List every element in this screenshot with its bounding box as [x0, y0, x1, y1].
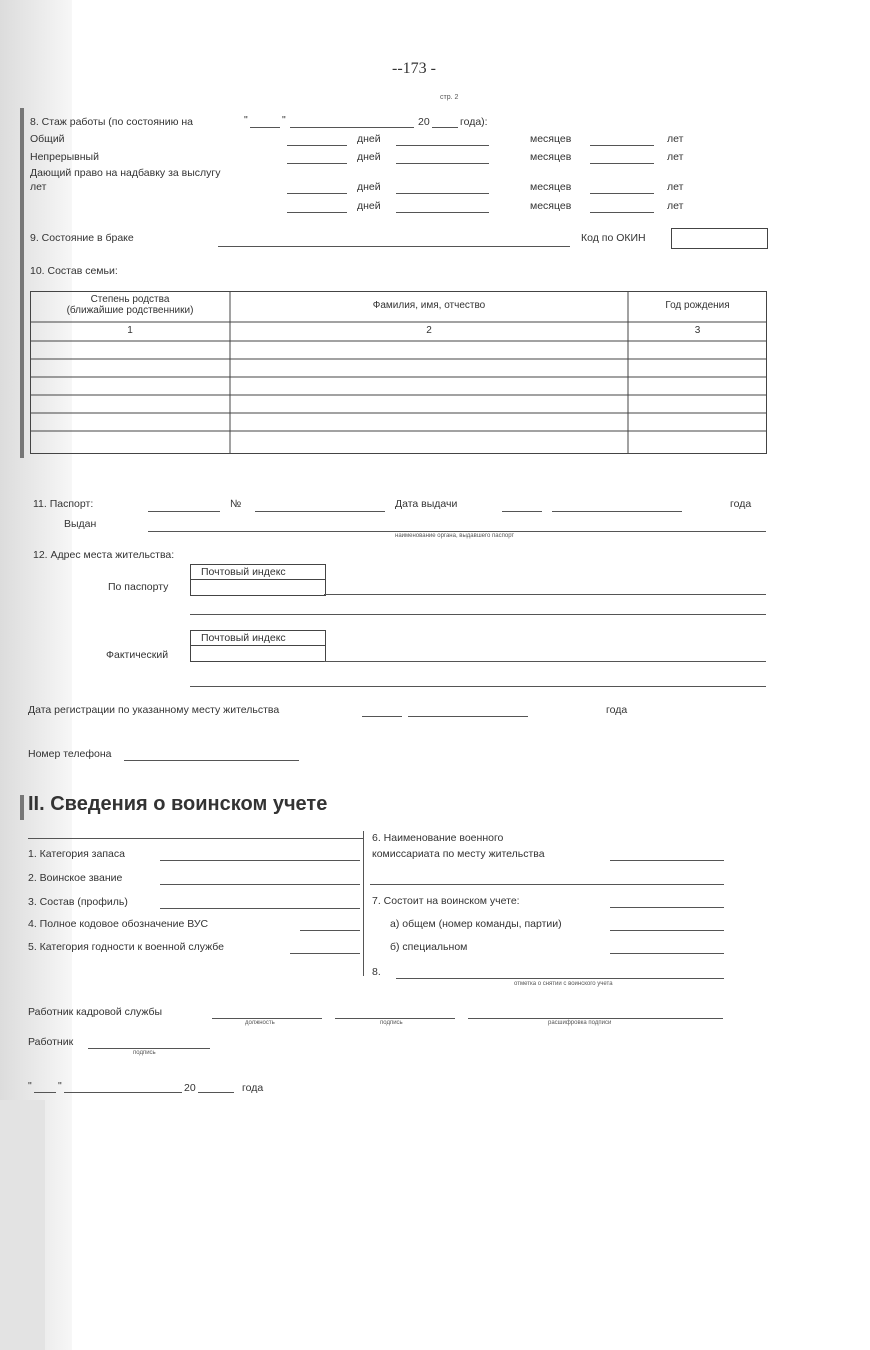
hr-signature-field[interactable] — [335, 1018, 455, 1019]
months-label: месяцев — [530, 200, 572, 212]
page-number: --173 - — [392, 60, 436, 77]
phone-field[interactable] — [124, 760, 299, 761]
passport-issued-label: Выдан — [64, 518, 97, 530]
address-actual-line1[interactable] — [324, 661, 766, 662]
work-exp-year-suffix: года): — [460, 116, 488, 128]
postal-index-box-passport[interactable] — [190, 564, 326, 596]
hr-decode-hint: расшифровка подписи — [548, 1020, 612, 1026]
phone-label: Номер телефона — [28, 748, 112, 760]
hr-decode-field[interactable] — [468, 1018, 723, 1019]
years-label: лет — [667, 200, 684, 212]
worker-signature-field[interactable] — [88, 1048, 210, 1049]
work-exp-row3-line3[interactable] — [590, 212, 654, 213]
passport-date-label: Дата выдачи — [395, 498, 458, 510]
work-exp-row-label2: лет — [30, 181, 47, 193]
work-exp-quote-open: " — [244, 114, 248, 126]
registration-year-label: года — [606, 704, 628, 716]
months-label: месяцев — [530, 133, 572, 145]
military-field-3[interactable] — [160, 908, 360, 909]
postal-index-box-actual[interactable] — [190, 630, 326, 662]
address-actual-line2[interactable] — [190, 686, 766, 687]
family-col1-header-line2: (ближайшие родственники) — [66, 305, 194, 316]
military-field-1[interactable] — [160, 860, 360, 861]
military-item-4: 4. Полное кодовое обозначение ВУС — [28, 918, 209, 930]
page-label: стр. 2 — [440, 94, 459, 101]
registration-date-month[interactable] — [408, 716, 528, 717]
military-item-7b: б) специальном — [390, 941, 468, 953]
work-exp-row1-line2[interactable] — [396, 163, 489, 164]
margin-bar-mid — [20, 795, 24, 820]
margin-bar-top — [20, 108, 24, 458]
years-label: лет — [667, 151, 684, 163]
work-exp-row2-line2[interactable] — [396, 193, 489, 194]
family-col1-header — [30, 294, 230, 316]
work-exp-row-label: Непрерывный — [30, 151, 99, 163]
months-label: месяцев — [530, 151, 572, 163]
worker-label: Работник — [28, 1036, 74, 1048]
sign-date-quote-close: " — [58, 1080, 62, 1092]
work-exp-quote-close: " — [282, 114, 286, 126]
days-label: дней — [357, 200, 381, 212]
okin-code-box[interactable] — [671, 228, 768, 249]
military-field-6-line2[interactable] — [370, 884, 724, 885]
work-exp-row0-line3[interactable] — [590, 145, 654, 146]
work-exp-row-label: Дающий право на надбавку за выслугу — [30, 167, 221, 179]
military-item-6a: 6. Наименование военного — [372, 832, 504, 844]
marital-field[interactable] — [218, 246, 570, 247]
work-exp-month-line[interactable] — [290, 127, 414, 128]
military-item-2: 2. Воинское звание — [28, 872, 123, 884]
military-field-2[interactable] — [160, 884, 360, 885]
days-label: дней — [357, 133, 381, 145]
worker-signature-hint: подпись — [133, 1050, 156, 1056]
work-exp-title: 8. Стаж работы (по состоянию на — [30, 116, 194, 128]
military-field-8[interactable] — [396, 978, 724, 979]
military-field-7[interactable] — [610, 907, 724, 908]
passport-year-label: года — [730, 498, 752, 510]
military-item-8: 8. — [372, 966, 381, 978]
family-title: 10. Состав семьи: — [30, 265, 118, 277]
sign-date-suffix: года — [242, 1082, 264, 1094]
military-field-4[interactable] — [300, 930, 360, 931]
sign-date-year: 20 — [184, 1082, 196, 1094]
hr-position-field[interactable] — [212, 1018, 322, 1019]
registration-label: Дата регистрации по указанному месту жительства — [28, 704, 280, 716]
address-passport-line2[interactable] — [190, 614, 766, 615]
military-field-7b[interactable] — [610, 953, 724, 954]
scan-shadow-bottom-left — [0, 1100, 45, 1350]
military-item-3: 3. Состав (профиль) — [28, 896, 128, 908]
work-exp-day-line[interactable] — [250, 127, 280, 128]
family-col1-number: 1 — [127, 325, 133, 336]
hr-worker-label: Работник кадровой службы — [28, 1006, 163, 1018]
work-exp-row3-days-line[interactable] — [287, 212, 347, 213]
military-item-7: 7. Состоит на воинском учете: — [372, 895, 520, 907]
passport-number-field[interactable] — [255, 511, 385, 512]
military-item-8-hint: отметка о снятии с воинского учета — [514, 981, 613, 987]
military-item-6b: комиссариата по месту жительства — [372, 848, 545, 860]
years-label: лет — [667, 181, 684, 193]
work-exp-row2-line3[interactable] — [590, 193, 654, 194]
sign-date-month[interactable] — [64, 1092, 182, 1093]
military-column-divider — [363, 831, 364, 976]
military-item-7a: а) общем (номер команды, партии) — [390, 918, 562, 930]
hr-position-hint: должность — [245, 1020, 275, 1026]
passport-issued-field[interactable] — [148, 531, 766, 532]
work-exp-row2-days-line[interactable] — [287, 193, 347, 194]
postal-index-label: Почтовый индекс — [201, 632, 286, 644]
military-item-1: 1. Категория запаса — [28, 848, 125, 860]
passport-issued-hint: наименование органа, выдавшего паспорт — [395, 533, 515, 539]
passport-date-month[interactable] — [552, 511, 682, 512]
work-exp-row0-line2[interactable] — [396, 145, 489, 146]
registration-date-day[interactable] — [362, 716, 402, 717]
marital-label: 9. Состояние в браке — [30, 232, 134, 244]
months-label: месяцев — [530, 181, 572, 193]
postal-index-label: Почтовый индекс — [201, 566, 286, 578]
address-passport-label: По паспорту — [108, 581, 169, 593]
family-col3-number: 3 — [694, 325, 701, 336]
address-actual-label: Фактический — [106, 649, 169, 661]
family-col3-header: Год рождения — [665, 300, 730, 311]
passport-series-field[interactable] — [148, 511, 220, 512]
work-exp-year-prefix: 20 — [418, 116, 430, 128]
family-col2-number: 2 — [426, 325, 432, 336]
family-col2-header: Фамилия, имя, отчество — [372, 300, 486, 311]
military-field-7a[interactable] — [610, 930, 724, 931]
hr-signature-hint: подпись — [380, 1020, 403, 1026]
work-exp-row0-days-line[interactable] — [287, 145, 347, 146]
sign-date-day[interactable] — [34, 1092, 56, 1093]
days-label: дней — [357, 151, 381, 163]
family-col1-header-line1: Степень родства — [90, 294, 170, 305]
passport-date-day[interactable] — [502, 511, 542, 512]
days-label: дней — [357, 181, 381, 193]
passport-number-label: № — [230, 498, 242, 510]
military-item-5: 5. Категория годности к военной службе — [28, 941, 224, 953]
sign-date-year-field[interactable] — [198, 1092, 234, 1093]
military-title: II. Сведения о воинском учете — [28, 793, 328, 815]
work-exp-row-label: Общий — [30, 133, 65, 145]
military-top-rule — [28, 838, 363, 839]
military-field-6[interactable] — [610, 860, 724, 861]
work-exp-row1-line3[interactable] — [590, 163, 654, 164]
passport-label: 11. Паспорт: — [33, 498, 94, 510]
work-exp-year-line[interactable] — [432, 127, 458, 128]
work-exp-row1-days-line[interactable] — [287, 163, 347, 164]
okin-label: Код по ОКИН — [581, 232, 646, 244]
sign-date-quote: " — [28, 1080, 32, 1092]
military-field-5[interactable] — [290, 953, 360, 954]
years-label: лет — [667, 133, 684, 145]
address-passport-line1[interactable] — [324, 594, 766, 595]
address-title: 12. Адрес места жительства: — [33, 549, 175, 561]
work-exp-row3-line2[interactable] — [396, 212, 489, 213]
